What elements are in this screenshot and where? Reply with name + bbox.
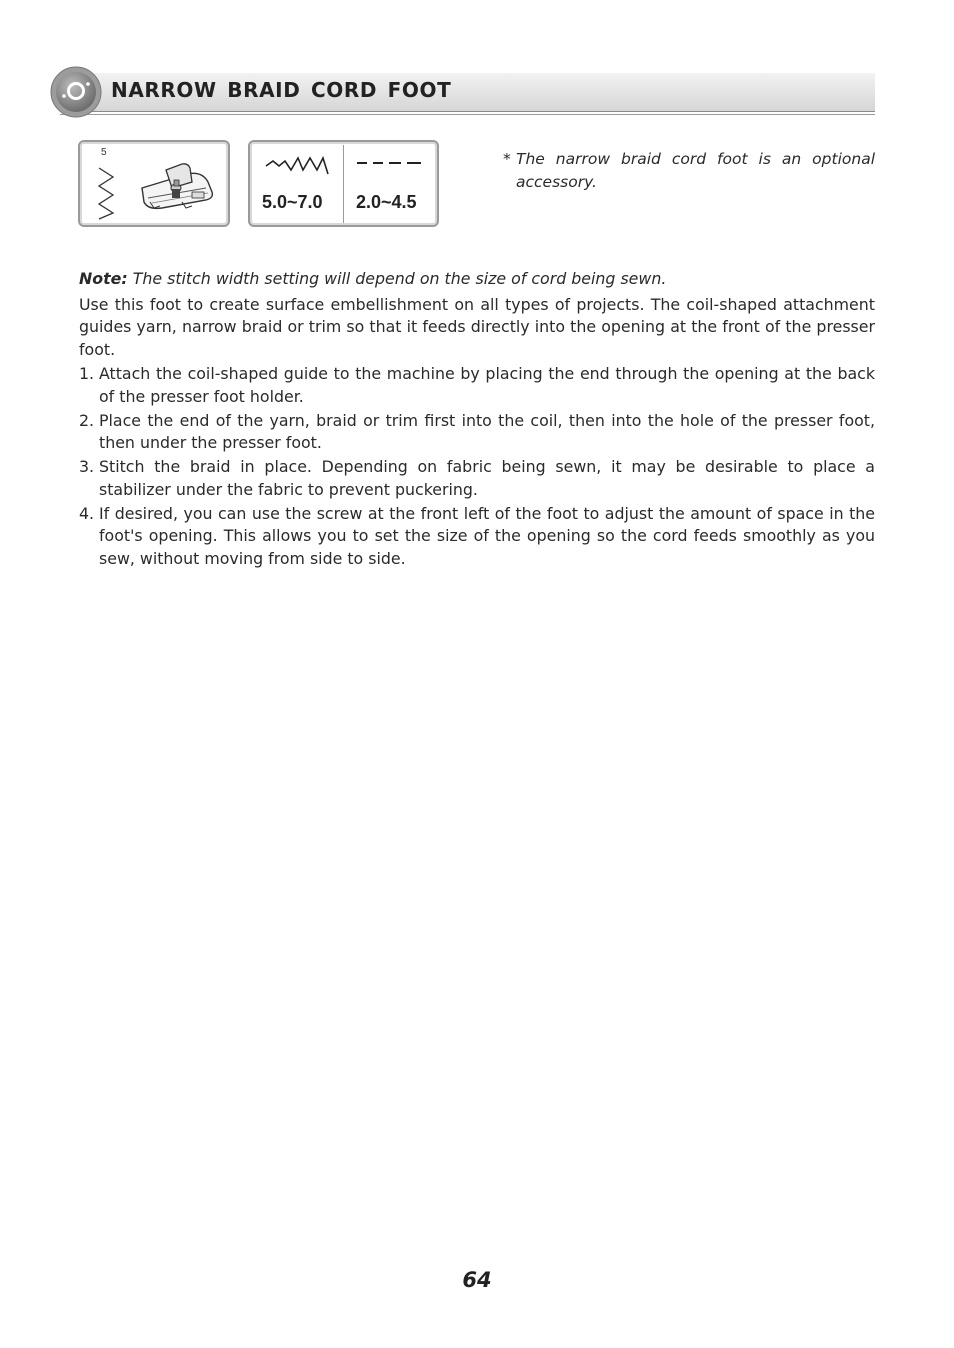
list-item xyxy=(79,503,875,571)
presser-foot-panel xyxy=(78,140,230,227)
step-number: 4. xyxy=(79,503,95,523)
optional-accessory-note xyxy=(503,148,875,194)
settings-divider xyxy=(343,145,344,223)
step-text: Stitch the braid in place. Depending on fabric being sewn, it may be desirable to place a stabilizer under the fabric to prevent puckering. xyxy=(99,457,875,499)
stitch-length-value: 2.0~4.5 xyxy=(356,192,417,212)
stitch-length-icon xyxy=(357,158,423,168)
stitch-width-value: 5.0~7.0 xyxy=(262,192,323,212)
note-label: Note: xyxy=(79,269,128,288)
step-text: Attach the coil-shaped guide to the machine by placing the end through the opening at the back of the presser foot holder. xyxy=(99,364,875,406)
step-number: 2. xyxy=(79,410,95,430)
instructions-body xyxy=(79,268,875,572)
presser-foot-circle-icon xyxy=(49,65,103,119)
section-header-rule xyxy=(60,114,875,115)
intro-paragraph: Use this foot to create surface embellishment on all types of projects. The coil-shaped attachment guides yarn, narrow braid or trim so that it feeds directly into the opening at the front of the presser foot. xyxy=(79,294,875,359)
step-text: Place the end of the yarn, braid or trim first into the coil, then into the hole of the presser foot, then under the presser foot. xyxy=(99,410,875,452)
steps-list xyxy=(79,363,875,570)
step-number: 1. xyxy=(79,364,95,383)
step-number: 3. xyxy=(79,457,95,476)
note xyxy=(79,268,875,291)
page-number: 64 xyxy=(462,1268,492,1292)
note-text: The stitch width setting will depend on the size of cord being sewn. xyxy=(132,269,667,288)
stitch-settings-panel xyxy=(248,140,439,227)
stitch-width-icon xyxy=(265,154,329,176)
zigzag-stitch-icon xyxy=(96,166,116,220)
step-text: If desired, you can use the screw at the front left of the foot to adjust the amount of space in the foot's opening. This allows you to set the size of the opening so the cord feeds smoothly as you sew, without moving from side to side. xyxy=(99,503,875,568)
list-item xyxy=(79,410,875,455)
accessory-note-text: The narrow braid cord foot is an optional accessory. xyxy=(516,150,875,191)
section-title: NARROW BRAID CORD FOOT xyxy=(111,78,452,102)
narrow-braid-cord-foot-icon xyxy=(136,158,216,216)
pattern-number: 5 xyxy=(101,147,107,158)
list-item xyxy=(79,363,875,408)
list-item xyxy=(79,456,875,501)
footnote-marker: * xyxy=(503,150,511,168)
